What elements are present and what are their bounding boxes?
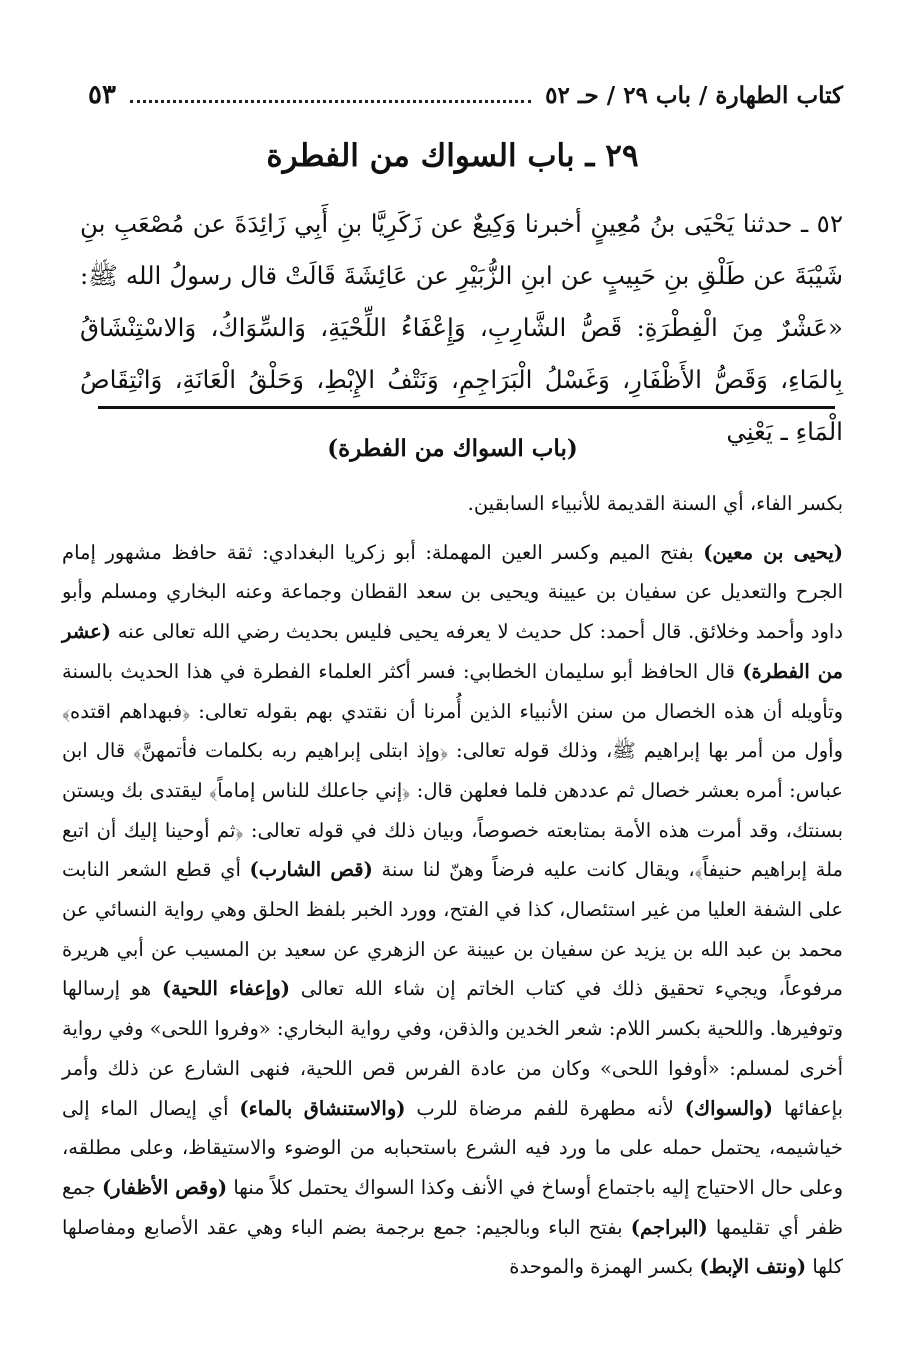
commentary-text: بكسر الهمزة والموحدة xyxy=(509,1255,700,1279)
chapter-title: ٢٩ ـ باب السواك من الفطرة xyxy=(266,138,639,174)
commentary xyxy=(62,428,843,1287)
commentary-text: قال الحافظ أبو سليمان الخطابي: فسر أكثر العلماء الفطرة في هذا الحديث بالسنة وتأويله أن هذه الخصال من سنن الأنبياء الذين أُمرنا أن نقتدي بهم بقوله تعالى: ﴿فبهداهم اقتده﴾ وأول من أمر بها إبراهيم ﷺ، وذلك قوله تعالى: ﴿وإذ ابتلى إبراهيم ربه بكلمات فأتمهنَّ﴾ قال ابن عباس: أمره بعشر خصال ثم عددهن فلما فعلهن قال: ﴿إني جاعلك للناس إماماً﴾ ليقتدى بك ويستن بسنتك، وقد أمرت هذه الأمة بمتابعته خصوصاً، وبيان ذلك في قوله تعالى: ﴿ثم أوحينا إليك أن اتبع ملة إبراهيم حنيفاً﴾، ويقال كانت عليه فرضاً وهنّ لنا سنة xyxy=(62,659,843,882)
commentary-text: بفتح الميم وكسر العين المهملة: أبو زكريا البغدادي: ثقة حافظ مشهور إمام الجرح والتعديل عن سفيان بن عيينة ويحيى بن سعد القطان وجماعة وعنه البخاري ومسلم وأبو داود وأحمد وخلائق. قال أحمد: كل حديث لا يعرفه يحيى فليس بحديث رضي الله تعالى عنه xyxy=(62,540,843,644)
section-divider xyxy=(98,406,835,409)
commentary-keyword: (عشر من الفطرة) xyxy=(62,620,843,683)
commentary-keyword: (وإعفاء اللحية) xyxy=(161,977,290,1001)
commentary-keyword: (يحيى بن معين) xyxy=(703,540,843,564)
commentary-text: أي إيصال الماء إلى خياشيمه، يحتمل حمله على ما ورد فيه الشرع باستحبابه من الوضوء والاستيقاظ، وعلى مطلقه، وعلى حال الاحتياج إليه باجتماع أوساخ في الأنف وكذا السواك يحتمل كلاً منها xyxy=(62,1096,843,1199)
commentary-text: جمع ظفر أي تقليمها xyxy=(62,1175,843,1239)
commentary-text: لأنه مطهرة للفم مرضاة للرب xyxy=(405,1096,685,1120)
commentary-title: (باب السواك من الفطرة) xyxy=(327,435,578,462)
hadith-text: ٥٢ ـ حدثنا يَحْيَى بنُ مُعِينٍ أخبرنا وَكِيعٌ عن زَكَرِيَّا بنِ أَبِي زَائِدَةَ عن مُصْعَبِ بنِ شَيْبَةَ عن طَلْقِ بنِ حَبِيبٍ عن ابنِ الزُّبَيْرِ عن عَائِشَةَ قَالَتْ قال رسولُ الله ﷺ: «عَشْرٌ مِنَ الْفِطْرَةِ: قَصُّ الشَّارِبِ، وَإِعْفَاءُ اللِّحْيَةِ، وَالسِّوَاكُ، وَالاسْتِنْشَاقُ بِالمَاءِ، وَقَصُّ الأَظْفَارِ، وَغَسْلُ الْبَرَاجِمِ، وَنَتْفُ الإِبْطِ، وَحَلْقُ الْعَانَةِ، وَانْتِقَاصُ الْمَاءِ ـ يَعْنِي xyxy=(80,209,843,446)
commentary-text: أي قطع الشعر النابت على الشفة العليا من غير استئصال، كذا في الفتح، وورد الخبر بلفظ الحلق وهي رواية النسائي عن محمد بن عبد الله بن يزيد عن سفيان بن عيينة عن الزهري عن سعيد بن المسيب عن أبي هريرة مرفوعاً، ويجيء تحقيق ذلك في كتاب الخاتم إن شاء الله تعالى xyxy=(62,858,843,1001)
commentary-keyword: (ونتف الإبط) xyxy=(699,1255,807,1279)
commentary-keyword: (وقص الأظفار) xyxy=(101,1175,228,1199)
commentary-intro: بكسر الفاء، أي السنة القديمة للأنبياء السابقين. xyxy=(467,492,843,515)
commentary-keyword: (قص الشارب) xyxy=(249,858,373,882)
commentary-text: بفتح الباء وبالجيم: جمع برجمة بضم الباء وهي عقد الأصابع ومفاصلها كلها xyxy=(62,1215,843,1279)
chapter-reference: كتاب الطهارة / باب ٢٩ / حـ ٥٢ xyxy=(545,81,843,109)
commentary-body xyxy=(62,533,843,1287)
commentary-keyword: (والاستنشاق بالماء) xyxy=(239,1096,406,1120)
commentary-keyword: (والسواك) xyxy=(684,1096,773,1120)
leader-dots xyxy=(130,100,531,103)
commentary-keyword: (البراجم) xyxy=(630,1215,708,1239)
commentary-text: هو إرسالها وتوفيرها. واللحية بكسر اللام: شعر الخدين والذقن، وفي رواية البخاري: «وفروا اللحى» وفي رواية أخرى لمسلم: «أوفوا اللحى» وكان من عادة الفرس قص اللحية، فنهى الشارع عن ذلك وأمر بإعفائها xyxy=(62,977,843,1120)
page-number: ٥٣ xyxy=(88,80,116,110)
running-header xyxy=(88,78,843,112)
